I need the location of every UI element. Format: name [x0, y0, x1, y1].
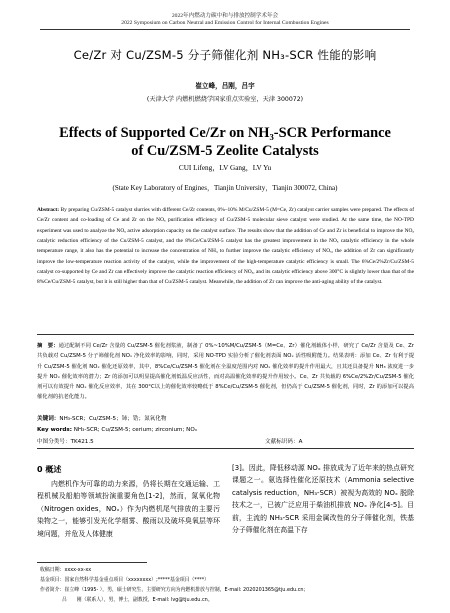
- english-abstract: [37, 205, 414, 288]
- footnote-received: 收稿日期：xxxx-xx-xx: [40, 567, 92, 573]
- header-rule: [40, 29, 410, 30]
- english-affiliation: (State Key Laboratory of Engines，Tianjin University，Tianjin 300072, China): [112, 184, 338, 192]
- english-keywords: [37, 426, 414, 435]
- clc-label: 中图分类号：: [37, 439, 71, 445]
- chinese-keywords-label: 关键词：: [37, 416, 60, 422]
- abstract-top-rule: [37, 334, 414, 335]
- english-title-line1: Effects of Supported Ce/Zr on NH₃-SCR Performance: [59, 125, 391, 141]
- chinese-abstract-label: 摘 要：: [37, 343, 59, 349]
- abstract-bottom-rule: [37, 448, 414, 449]
- body-left-column: 内燃机作为可靠的动力来源，仍将长期在交通运输、工程机械及船舶等领域扮演重要角色[1-2]，然而，氮氧化物（Nitrogen oxides，NOₓ）作为内燃机尾气排放的主要污染物之一，能够引发光化学烟雾、酸雨以及破坏臭氧层等环境问题，并危及人体健康: [37, 480, 220, 538]
- chinese-affiliation: (天津大学 内燃机燃烧学国家重点实验室，天津 300072): [146, 96, 304, 103]
- footnote-author: 作者简介：崔立峰（1995- ），男，硕士研究生，主要研究方向为内燃机排放与控制，E-mail: 2020201365@tju.edu.cn；: [40, 587, 309, 593]
- english-keywords-label: Key words:: [37, 427, 72, 433]
- running-header-en: 2022 Symposium on Carbon Neutral and Emission Control for Internal Combustion Engines: [121, 20, 329, 26]
- chinese-abstract-text: 通过配制不同 Ce/Zr 含量的 Cu/ZSM-5 催化剂浆液，制备了 0%~10%M/Cu/ZSM-5（M=Ce、Zr）催化剂载体小样，研究了 Ce/Zr 含量及 Ce、Zr 共负载对 Cu/ZSM-5 分子筛催化剂 NOₓ 净化效率的影响，同时，采用 NO-TPD 实验分析了催化剂表面 NOₓ 活性吸附能力。结果表明：添加 Ce、Zr 有利于提升 Cu/ZSM-5 催化剂 NOₓ 催化还原效率，其中，8%Ce/Cu/ZSM-5 催化剂在全温度范围内对 NOₓ 催化效率的提升作用最大，且其还具备提升 NH₃ 浓度进一步提升 NOₓ 催化效率的潜力；Zr 的添加可以明显提高催化剂低温反应活性，而对高温催化效率的提升作用较小。Ce、Zr 共负载的 6%Ce/2%Zr/Cu/ZSM-5 催化剂可以有效提升 NOₓ 催化反应效率，其在 300°C以上的催化效率较略低于 8%Ce/Cu/ZSM-5 催化剂，但仍高于 Cu/ZSM-5 催化剂，同时，Zr 的添加可以提高催化剂的抗老化能力。: [37, 343, 414, 401]
- section-heading: 0 概述: [37, 465, 62, 474]
- footnote-fund: 基金项目：国家自然科学基金重点项目（xxxxxxxx）;*****基金项目（****）: [40, 577, 210, 583]
- running-header-cn: 2022年内燃动力碳中和与排放控制学术年会: [171, 13, 279, 19]
- english-title: [30, 124, 420, 160]
- english-keywords-text: NH₃-SCR; Cu/ZSM-5; cerium; zirconium; NOₓ: [73, 427, 198, 433]
- chinese-abstract: [37, 341, 414, 403]
- chinese-title: Ce/Zr 对 Cu/ZSM-5 分子筛催化剂 NH₃-SCR 性能的影响: [73, 48, 377, 62]
- doc-code: [265, 437, 302, 445]
- footnote-contact: 吕 刚（联系人），男，博士，副教授，E-mail: lvg@tju.edu.cn。: [62, 597, 213, 603]
- english-abstract-text: By preparing Cu/ZSM-5 catalyst slurries with different Ce/Zr contents, 0%–10% M/Cu/ZSM-5 (M=Ce, Zr) catalyst carrier samples were prepared. The effects of Ce/Zr content and co-loading of Ce and Zr on the NOₓ purification efficiency of Cu/ZSM-5 molecular sieve catalyst were studied. At the same time, the NO-TPD experiment was used to analyze the NOₓ active adsorption capacity on the catalyst surface. The results show that the addition of Ce and Zr is beneficial to improve the NOₓ catalytic reduction efficiency of the Cu/ZSM-5 catalyst, and the 8%Ce/Cu/ZSM-5 catalyst has the greatest improvement in the NOₓ catalytic efficiency in the whole temperature range, it also has the potential to increase the concentration of NH₃ to further improve the catalytic efficiency of NOₓ, the addition of Zr can significantly improve the low-temperature reaction activity of the catalyst, while the improvement of the high-temperature catalytic efficiency is small. The 6%Ce/2%Zr/Cu/ZSM-5 catalyst co-supported by Ce and Zr can effectively improve the catalytic reaction efficiency of NOₓ, and its catalytic efficiency above 300°C is slightly lower than that of the 8%Ce/Cu/ZSM-5 catalyst, but it is still higher than that of Cu/ZSM-5 catalyst. Meanwhile, the addition of Zr can improve the anti-aging ability of the catalyst.: [37, 207, 415, 286]
- english-title-line2: of Cu/ZSM-5 Zeolite Catalysts: [131, 143, 319, 159]
- footnote-rule: [37, 562, 147, 563]
- classification-row: [37, 437, 414, 445]
- chinese-authors: 崔立峰，吕刚，吕宇: [195, 82, 255, 90]
- doc-code-value: A: [298, 439, 303, 445]
- chinese-keywords: [37, 415, 414, 424]
- chinese-keywords-text: NH₃-SCR；Cu/ZSM-5；铈；锆；氮氧化物: [59, 416, 167, 422]
- english-authors: CUI Lifeng，LV Gang，LV Yu: [178, 164, 272, 172]
- body-right-column: [3]。因此，降低移动源 NOₓ 排放成为了近年来的热点研究课题之一。氨选择性催化还原技术（Ammonia selective catalysis reduction，NH₃-SCR）被视为高效的 NOₓ 脱除技术之一，已被广泛应用于柴油机排放 NOₓ 净化[4-5]。目前，主流的 NH₃-SCR 采用金属改性的分子筛催化剂，铁基分子筛催化剂在高温下存: [232, 464, 414, 535]
- doc-code-label: 文献标识码：: [265, 439, 299, 445]
- english-abstract-label: Abstract:: [37, 207, 60, 213]
- clc-value: TK421.5: [70, 439, 94, 445]
